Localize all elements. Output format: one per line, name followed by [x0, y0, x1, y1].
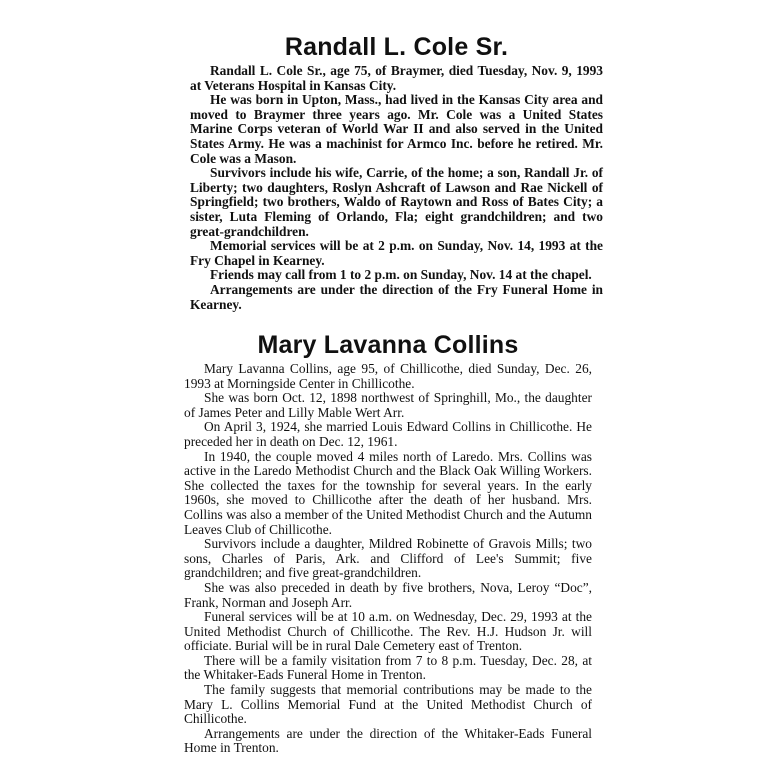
- obituary-paragraph: She was born Oct. 12, 1898 northwest of Springhill, Mo., the daughter of James Peter and Lilly Mable Wert Arr.: [184, 390, 592, 420]
- obituary-paragraph: She was also preceded in death by five brothers, Nova, Leroy “Doc”, Frank, Norman and Joseph Arr.: [184, 579, 592, 610]
- obituary-paragraph: In 1940, the couple moved 4 miles north of Laredo. Mrs. Collins was active in the Laredo Methodist Church and the Black Oak Willing Workers. She collected the taxes for the township for several years. In the early 1960s, she moved to Chillicothe after the death of her husband. Mrs. Collins was also a member of the United Methodist Church and the Autumn Leaves Club of Chillicothe.: [184, 448, 592, 537]
- obituary-paragraph: Memorial services will be at 2 p.m. on Sunday, Nov. 14, 1993 at the Fry Chapel in Kearney.: [190, 238, 603, 268]
- obituary-paragraph: Survivors include his wife, Carrie, of the home; a son, Randall Jr. of Liberty; two daughters, Roslyn Ashcraft of Lawson and Rae Nickell of Springfield; two brothers, Waldo of Raytown and Ross of Bates City; a sister, Luta Fleming of Orlando, Fla; eight grandchildren; and two great-grandchildren.: [190, 165, 603, 239]
- obituary-paragraph: The family suggests that memorial contributions may be made to the Mary L. Collins Memorial Fund at the United Methodist Church of Chillicothe.: [184, 682, 592, 727]
- obituary-mary-collins: [184, 331, 592, 756]
- obituary-randall-cole: [190, 33, 603, 312]
- obituary-title: Mary Lavanna Collins: [257, 331, 519, 359]
- obituary-paragraph: Arrangements are under the direction of the Fry Funeral Home in Kearney.: [190, 281, 603, 312]
- obituary-paragraph: Funeral services will be at 10 a.m. on Wednesday, Dec. 29, 1993 at the United Methodist Church of Chillicothe. The Rev. H.J. Hudson Jr. will officiate. Burial will be in rural Dale Cemetery east of Trenton.: [184, 609, 592, 654]
- obituary-paragraph: Arrangements are under the direction of the Whitaker-Eads Funeral Home in Trenton.: [184, 725, 592, 756]
- obituary-paragraph: Friends may call from 1 to 2 p.m. on Sunday, Nov. 14 at the chapel.: [210, 267, 592, 283]
- obituary-paragraph: He was born in Upton, Mass., had lived in the Kansas City area and moved to Braymer three years ago. Mr. Cole was a United States Marine Corps veteran of World War II and also served in the United States Army. He was a machinist for Armco Inc. before he retired. Mr. Cole was a Mason.: [190, 92, 603, 166]
- obituary-paragraph: On April 3, 1924, she married Louis Edward Collins in Chillicothe. He preceded her in death on Dec. 12, 1961.: [184, 419, 592, 449]
- obituary-paragraph: There will be a family visitation from 7 to 8 p.m. Tuesday, Dec. 28, at the Whitaker-Eads Funeral Home in Trenton.: [184, 652, 592, 683]
- obituary-paragraph: Survivors include a daughter, Mildred Robinette of Gravois Mills; two sons, Charles of Paris, Ark. and Clifford of Lee's Summit; five grandchildren; and five great-grandchildren.: [184, 536, 592, 581]
- obituary-paragraph: Mary Lavanna Collins, age 95, of Chillicothe, died Sunday, Dec. 26, 1993 at Morningside Center in Chillicothe.: [184, 361, 592, 391]
- obituary-title: Randall L. Cole Sr.: [284, 33, 509, 61]
- obituary-paragraph: Randall L. Cole Sr., age 75, of Braymer, died Tuesday, Nov. 9, 1993 at Veterans Hospital in Kansas City.: [190, 63, 603, 93]
